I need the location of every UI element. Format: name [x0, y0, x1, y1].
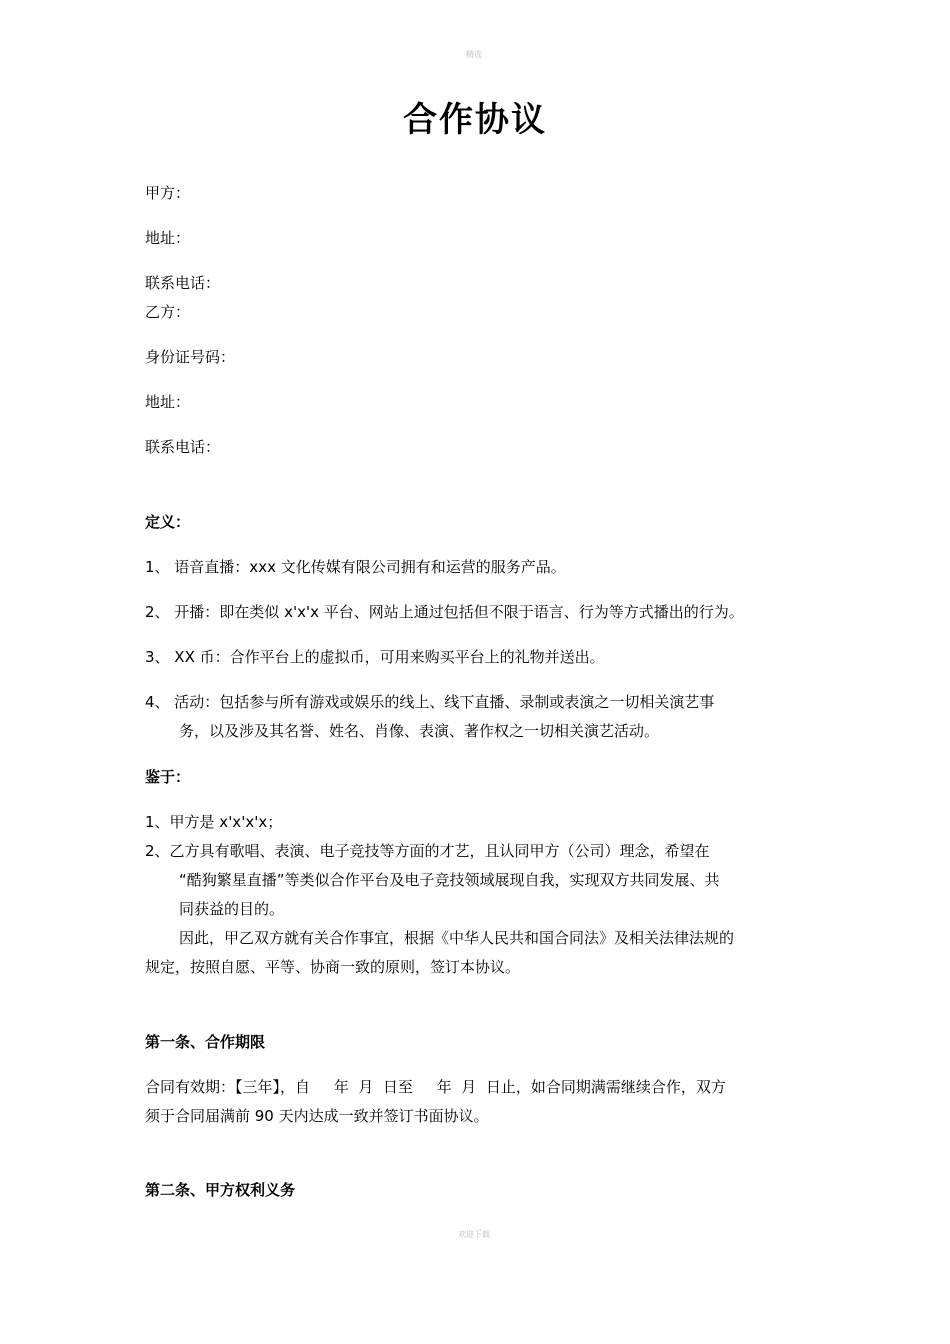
- whereas-item-2-line-2: “酷狗繁星直播”等类似合作平台及电子竞技领域展现自我，实现双方共同发展、共: [179, 871, 720, 889]
- definitions-heading: 定义：: [145, 513, 191, 531]
- whereas-paragraph-line-2: 规定，按照自愿、平等、协商一致的原则，签订本协议。: [145, 958, 521, 976]
- definition-item-4: 4、 活动：包括参与所有游戏或娱乐的线上、线下直播、录制或表演之一切相关演艺事: [145, 693, 715, 711]
- whereas-paragraph-line-1: 因此，甲乙双方就有关合作事宜，根据《中华人民共和国合同法》及相关法律法规的: [179, 929, 735, 947]
- definition-item-4-continued: 务，以及涉及其名誉、姓名、肖像、表演、著作权之一切相关演艺活动。: [179, 722, 660, 740]
- phone-a-label: 联系电话：: [145, 274, 221, 292]
- article-1-heading: 第一条、合作期限: [145, 1033, 266, 1051]
- definition-item-2: 2、 开播：即在类似 x'x'x 平台、网站上通过包括但不限于语言、行为等方式播出的行为。: [145, 603, 744, 621]
- whereas-item-2: 2、乙方具有歌唱、表演、电子竞技等方面的才艺，且认同甲方（公司）理念，希望在: [145, 842, 710, 860]
- header-watermark: 精选: [466, 50, 482, 59]
- whereas-heading: 鉴于：: [145, 768, 191, 786]
- id-number-label: 身份证号码：: [145, 348, 236, 366]
- party-b-label: 乙方：: [145, 303, 191, 321]
- footer-watermark: 欢迎下载: [458, 1230, 490, 1239]
- article-1-line-1: 合同有效期：【三年】，自 年 月 日至 年 月 日止，如合同期满需继续合作，双方: [145, 1078, 726, 1096]
- address-b-label: 地址：: [145, 393, 191, 411]
- address-a-label: 地址：: [145, 229, 191, 247]
- whereas-item-2-line-3: 同获益的目的。: [179, 900, 285, 918]
- definition-item-3: 3、 XX 币：合作平台上的虚拟币，可用来购买平台上的礼物并送出。: [145, 648, 605, 666]
- whereas-item-1: 1、甲方是 x'x'x'x；: [145, 813, 283, 831]
- definition-item-1: 1、 语音直播：xxx 文化传媒有限公司拥有和运营的服务产品。: [145, 558, 566, 576]
- phone-b-label: 联系电话：: [145, 438, 221, 456]
- article-2-heading: 第二条、甲方权利义务: [145, 1181, 296, 1199]
- document-title: 合作协议: [403, 100, 547, 140]
- article-1-line-2: 须于合同届满前 90 天内达成一致并签订书面协议。: [145, 1107, 489, 1125]
- party-a-label: 甲方：: [145, 184, 191, 202]
